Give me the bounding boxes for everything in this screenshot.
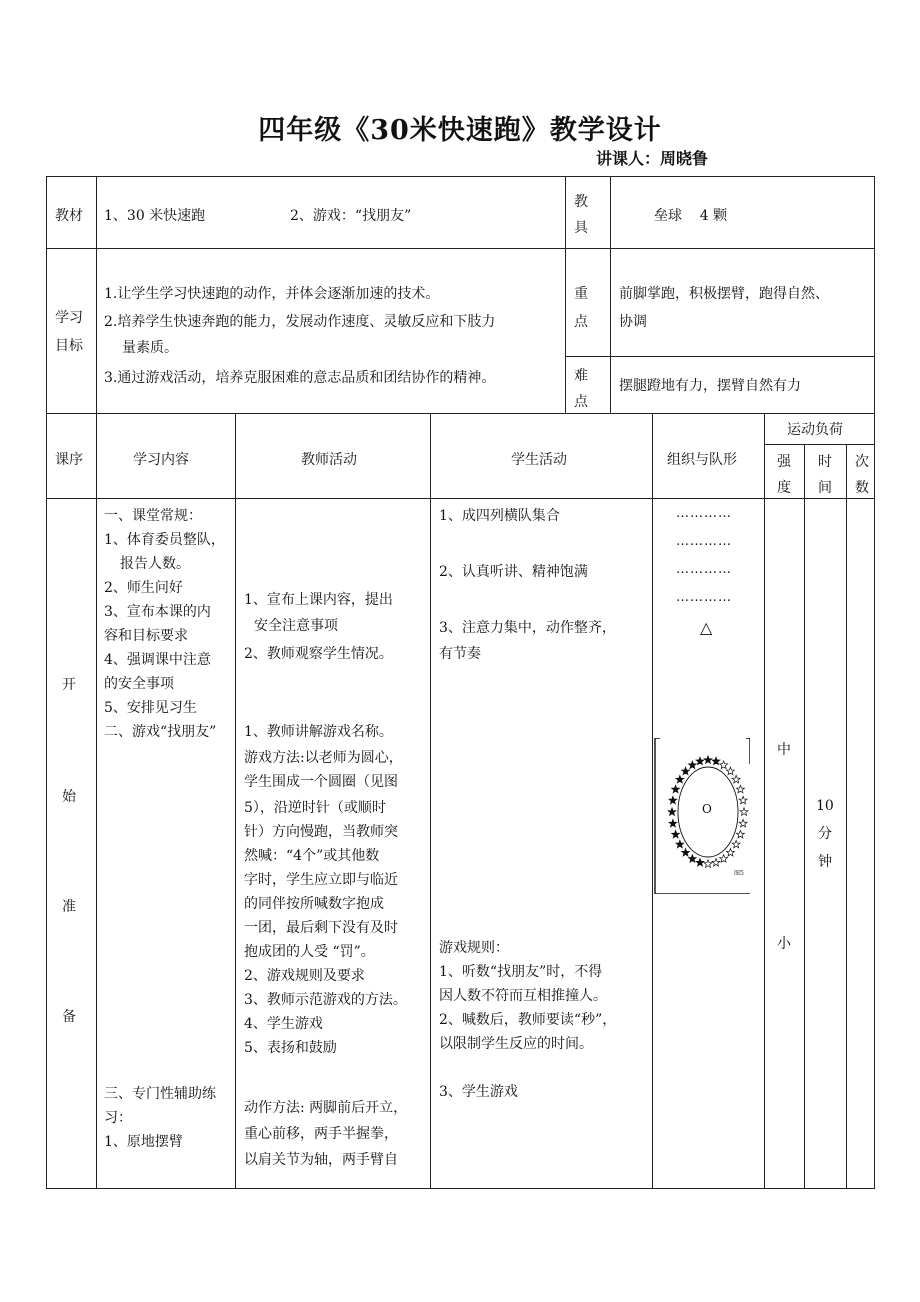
student-star-icon bbox=[739, 796, 747, 804]
teacher-line: 字时，学生应立即与临近 bbox=[244, 872, 398, 888]
teacher-line: 5、表扬和鼓励 bbox=[244, 1040, 337, 1056]
student-line: 2、认真听讲、精神饱满 bbox=[439, 564, 588, 580]
student-star-icon bbox=[682, 848, 690, 856]
formation-row: ………… bbox=[676, 506, 732, 521]
teacher-line: 2、游戏规则及要求 bbox=[244, 968, 365, 984]
phase-char: 备 bbox=[62, 1009, 76, 1025]
teacher-line: 一团，最后剩下没有及时 bbox=[244, 920, 398, 936]
student-line: 3、注意力集中，动作整齐， bbox=[439, 620, 616, 636]
header-load: 运动负荷 bbox=[787, 422, 843, 438]
header-organization: 组织与队形 bbox=[667, 452, 737, 468]
phase-char: 准 bbox=[62, 899, 76, 915]
student-line: 有节奏 bbox=[439, 646, 481, 662]
goal-line: 2.培养学生快速奔跑的能力，发展动作速度、灵敏反应和下肢力 bbox=[104, 314, 496, 330]
teacher-line: 抱成团的人受 “罚”。 bbox=[244, 944, 375, 960]
goal-line: 1.让学生学习快速跑的动作，并体会逐渐加速的技术。 bbox=[104, 286, 440, 302]
header-order: 课序 bbox=[55, 452, 83, 468]
material-label: 教材 bbox=[55, 208, 83, 224]
material-item-2: 2、游戏：“找朋友” bbox=[290, 208, 412, 224]
key-point-label-1: 重 bbox=[574, 286, 588, 302]
student-line: 因人数不符而互相推撞人。 bbox=[439, 988, 607, 1004]
student-star-icon bbox=[704, 860, 712, 868]
student-line: 以限制学生反应的时间。 bbox=[439, 1036, 593, 1052]
goals-label-2: 目标 bbox=[55, 338, 83, 354]
content-line: 5、安排见习生 bbox=[104, 700, 197, 716]
time-unit: 钟 bbox=[818, 854, 832, 870]
student-star-icon bbox=[736, 830, 744, 838]
student-star-icon bbox=[726, 848, 734, 856]
material-item-1: 1、30 米快速跑 bbox=[104, 208, 206, 224]
formation-row: ………… bbox=[676, 534, 732, 549]
equipment-label-1: 教 bbox=[574, 194, 588, 210]
student-line: 2、喊数后，教师要读“秒”， bbox=[439, 1012, 617, 1028]
phase-char: 开 bbox=[62, 677, 76, 693]
content-line: 1、原地摆臂 bbox=[104, 1134, 183, 1150]
difficulty-label-2: 点 bbox=[574, 394, 588, 410]
teacher-center-mark: O bbox=[702, 802, 712, 816]
formation-row: ………… bbox=[676, 562, 732, 577]
teacher-line: 针）方向慢跑，当教师突 bbox=[244, 824, 398, 840]
student-star-icon bbox=[669, 796, 677, 804]
teacher-line: 学生围成一个圆圈（见图 bbox=[244, 774, 398, 790]
header-content: 学习内容 bbox=[133, 452, 189, 468]
teacher-line: 然喊：“4个”或其他数 bbox=[244, 848, 380, 864]
header-teacher: 教师活动 bbox=[301, 452, 357, 468]
student-line: 1、听数“找朋友”时，不得 bbox=[439, 964, 603, 980]
student-star-icon bbox=[672, 830, 680, 838]
student-star-icon bbox=[736, 785, 744, 793]
teacher-line: 安全注意事项 bbox=[254, 618, 338, 634]
teacher-line: 2、教师观察学生情况。 bbox=[244, 646, 393, 662]
teacher-line: 3、教师示范游戏的方法。 bbox=[244, 992, 407, 1008]
content-line: 4、强调课中注意 bbox=[104, 652, 211, 668]
student-star-icon bbox=[669, 819, 677, 827]
key-point-text: 前脚掌跑，积极摆臂，跑得自然、 bbox=[619, 286, 829, 302]
header-count-1: 次 bbox=[855, 454, 869, 470]
student-star-icon bbox=[682, 767, 690, 775]
teacher-line: 动作方法: 两脚前后开立， bbox=[244, 1100, 408, 1116]
content-line: 一、课堂常规： bbox=[104, 508, 202, 524]
equipment-value: 垒球 4 颗 bbox=[654, 208, 728, 224]
header-intensity-2: 度 bbox=[777, 480, 791, 496]
header-time-1: 时 bbox=[818, 454, 832, 470]
header-count-2: 数 bbox=[855, 480, 869, 496]
student-star-icon bbox=[739, 819, 747, 827]
teacher-line: 5），沿逆时针（或顺时 bbox=[244, 800, 386, 816]
student-star-icon bbox=[732, 775, 740, 783]
content-line: 习： bbox=[104, 1110, 132, 1126]
content-line: 报告人数。 bbox=[120, 556, 190, 572]
key-point-text: 协调 bbox=[619, 314, 647, 330]
document-title: 四年级《30米快速跑》教学设计 bbox=[258, 115, 662, 146]
teacher-line: 重心前移，两手半握拳， bbox=[244, 1126, 398, 1142]
intensity-value: 小 bbox=[777, 936, 791, 952]
content-line: 二、游戏“找朋友” bbox=[104, 724, 217, 740]
formation-row: ………… bbox=[676, 590, 732, 605]
content-line: 三、专门性辅助练 bbox=[104, 1086, 216, 1102]
student-star-icon bbox=[688, 761, 696, 769]
student-star-icon bbox=[704, 756, 712, 764]
student-star-icon bbox=[676, 775, 684, 783]
teacher-position-triangle: △ bbox=[700, 618, 713, 637]
goal-line: 量素质。 bbox=[122, 340, 178, 356]
teacher-line: 1、宣布上课内容，提出 bbox=[244, 592, 393, 608]
student-star-icon bbox=[712, 859, 720, 867]
content-line: 2、师生问好 bbox=[104, 580, 183, 596]
figure-label: 图5 bbox=[734, 870, 744, 877]
content-line: 的安全事项 bbox=[104, 676, 174, 692]
student-line: 3、学生游戏 bbox=[439, 1084, 518, 1100]
student-star-icon bbox=[720, 761, 728, 769]
goals-label-1: 学习 bbox=[55, 310, 83, 326]
time-unit: 分 bbox=[818, 826, 832, 842]
equipment-label-2: 具 bbox=[574, 220, 588, 236]
student-star-icon bbox=[672, 785, 680, 793]
difficulty-label-1: 难 bbox=[574, 368, 588, 384]
teacher-line: 游戏方法:以老师为圆心， bbox=[244, 750, 403, 766]
student-star-icon bbox=[732, 840, 740, 848]
teacher-line: 1、教师讲解游戏名称。 bbox=[244, 724, 393, 740]
student-line: 游戏规则： bbox=[439, 940, 509, 956]
student-star-icon bbox=[740, 808, 748, 816]
phase-char: 始 bbox=[62, 789, 76, 805]
student-star-icon bbox=[668, 808, 676, 816]
content-line: 1、体育委员整队， bbox=[104, 532, 225, 548]
teacher-line: 以肩关节为轴，两手臂自 bbox=[244, 1152, 398, 1168]
content-line: 3、宣布本课的内 bbox=[104, 604, 211, 620]
circle-formation-figure bbox=[654, 738, 750, 894]
teacher-line: 的同伴按所喊数字抱成 bbox=[244, 896, 384, 912]
header-intensity-1: 强 bbox=[777, 454, 791, 470]
header-time-2: 间 bbox=[818, 480, 832, 496]
teacher-line: 4、学生游戏 bbox=[244, 1016, 323, 1032]
goal-line: 3.通过游戏活动，培养克服困难的意志品质和团结协作的精神。 bbox=[104, 370, 496, 386]
key-point-label-2: 点 bbox=[574, 314, 588, 330]
speaker-label: 讲课人：周晓鲁 bbox=[596, 149, 709, 168]
student-star-icon bbox=[726, 767, 734, 775]
student-star-icon bbox=[696, 859, 704, 867]
intensity-value: 中 bbox=[777, 742, 791, 758]
student-star-icon bbox=[676, 840, 684, 848]
header-student: 学生活动 bbox=[511, 452, 567, 468]
time-value: 10 bbox=[816, 798, 834, 814]
student-line: 1、成四列横队集合 bbox=[439, 508, 560, 524]
difficulty-text: 摆腿蹬地有力，摆臂自然有力 bbox=[619, 378, 801, 394]
content-line: 容和目标要求 bbox=[104, 628, 188, 644]
